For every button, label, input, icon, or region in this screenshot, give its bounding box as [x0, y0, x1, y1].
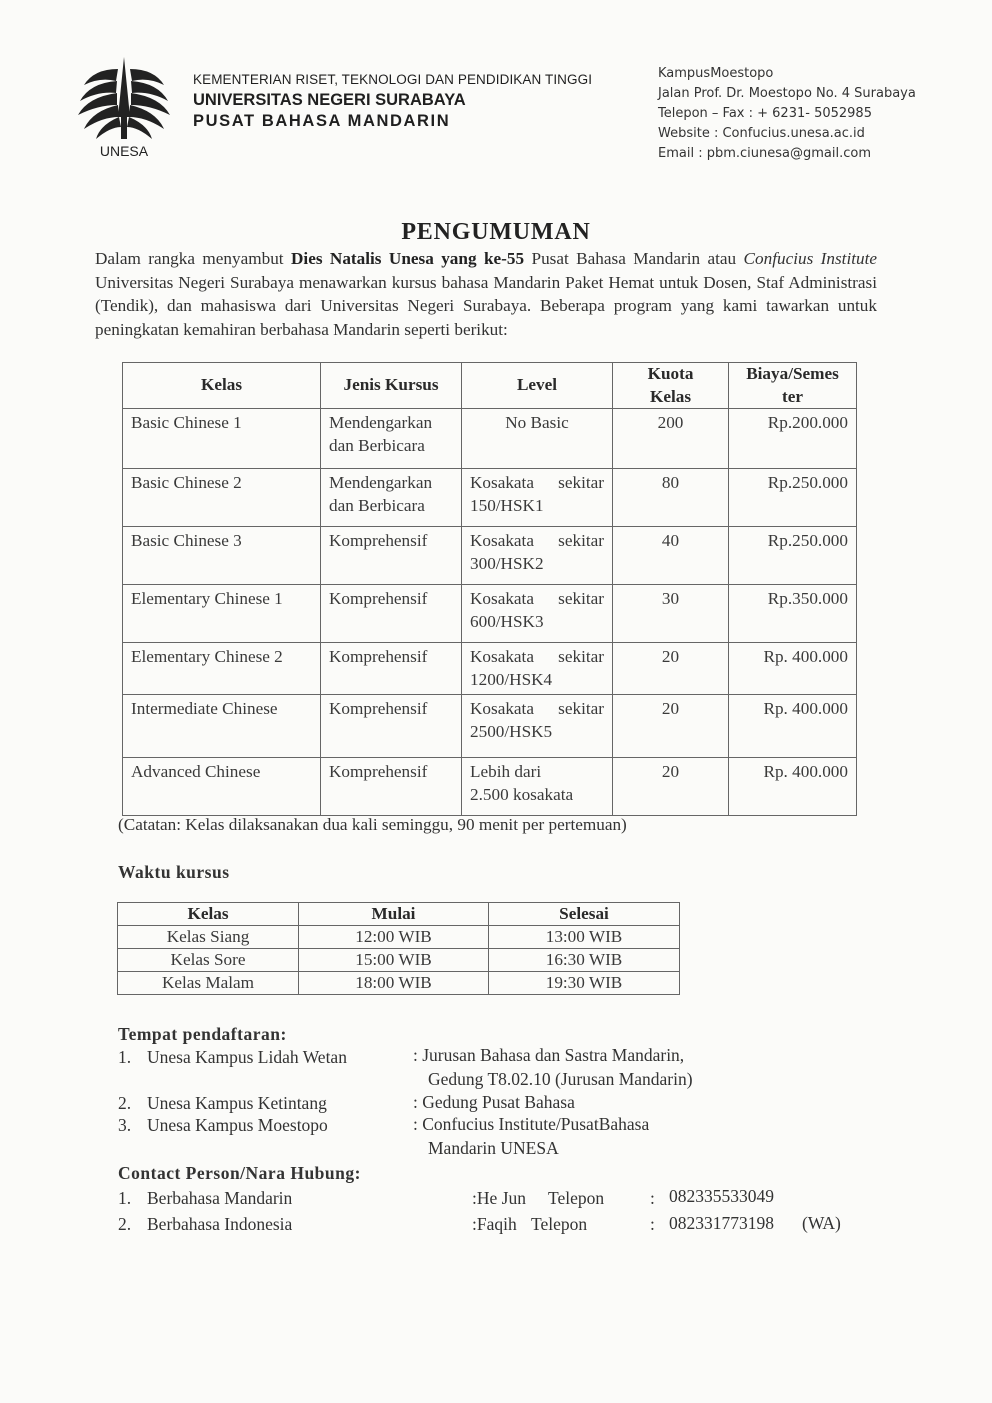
address-website: Website : Confucius.unesa.ac.id — [658, 126, 865, 141]
registration-place: : Gedung Pusat Bahasa — [413, 1092, 575, 1112]
institution-university: UNIVERSITAS NEGERI SURABAYA — [193, 91, 466, 109]
jenis-line: Mendengarkan — [329, 413, 433, 432]
intro-italic: Confucius Institute — [743, 249, 878, 268]
level-line: 600/HSK3 — [470, 611, 544, 631]
col-header-kelas: Kelas — [118, 903, 299, 926]
cell-level — [462, 527, 613, 585]
cell-level — [462, 643, 613, 695]
registration-campus: Unesa Kampus Lidah Wetan — [147, 1047, 347, 1067]
contact-phone-label: Telepon — [531, 1214, 588, 1234]
level-line: Kosakata sekitar — [470, 647, 604, 666]
institution-ministry: KEMENTERIAN RISET, TEKNOLOGI DAN PENDIDIKAN TINGGI — [193, 72, 593, 87]
cell-kelas: Kelas Malam — [118, 972, 299, 995]
cell-kelas: Kelas Sore — [118, 949, 299, 972]
contact-number: 1. — [118, 1188, 132, 1208]
institution-center: PUSAT BAHASA MANDARIN — [193, 112, 451, 130]
contact-phone: 082335533049 — [669, 1186, 774, 1206]
intro-bold: Dies Natalis Unesa yang ke-55 — [291, 249, 525, 268]
col-header-jenis: Jenis Kursus — [321, 363, 462, 409]
cell-jenis: Komprehensif — [321, 527, 462, 585]
level-line: Kosakata sekitar — [470, 473, 604, 492]
cell-kelas: Elementary Chinese 2 — [123, 643, 321, 695]
cell-biaya: Rp. 400.000 — [729, 643, 857, 695]
cell-kuota: 20 — [613, 643, 729, 695]
contact-separator: : — [650, 1214, 655, 1234]
cell-jenis: Komprehensif — [321, 758, 462, 816]
level-line: 2500/HSK5 — [470, 721, 553, 741]
cell-level — [462, 469, 613, 527]
intro-paragraph — [95, 247, 877, 341]
table-row — [123, 527, 857, 585]
cell-kuota: 200 — [613, 409, 729, 469]
contact-separator: : — [650, 1188, 655, 1208]
schedule-header — [118, 903, 680, 926]
cell-kelas: Intermediate Chinese — [123, 695, 321, 758]
cell-mulai: 18:00 WIB — [299, 972, 489, 995]
level-line: 1200/HSK4 — [470, 669, 553, 689]
cell-kuota: 80 — [613, 469, 729, 527]
cell-kelas: Kelas Siang — [118, 926, 299, 949]
unesa-logo-icon — [74, 55, 174, 165]
jenis-line: dan Berbicara — [329, 435, 425, 455]
col-header-biaya — [729, 363, 857, 409]
jenis-line: Mendengarkan — [329, 473, 433, 492]
registration-place: Gedung T8.02.10 (Jurusan Mandarin) — [428, 1069, 693, 1089]
intro-text-3: Universitas Negeri Surabaya menawarkan kursus bahasa Mandarin Paket Hemat untuk Dosen, Staf Administrasi (Tendik), dan mahasiswa dari Universitas Negeri Surabaya. Beberapa program yang kami tawarkan untuk peningkatan kemahiran berbahasa Mandarin seperti berikut: — [95, 272, 877, 339]
col-header-mulai: Mulai — [299, 903, 489, 926]
table-row — [123, 758, 857, 816]
cell-kelas: Basic Chinese 3 — [123, 527, 321, 585]
table-row — [118, 926, 680, 949]
table-note: (Catatan: Kelas dilaksanakan dua kali seminggu, 90 menit per pertemuan) — [118, 815, 627, 834]
cell-kuota: 20 — [613, 758, 729, 816]
address-phone: Telepon – Fax : + 6231- 5052985 — [658, 106, 872, 121]
cell-biaya: Rp. 400.000 — [729, 695, 857, 758]
cell-level — [462, 758, 613, 816]
cell-level — [462, 585, 613, 643]
cell-selesai: 16:30 WIB — [489, 949, 680, 972]
level-line: Kosakata sekitar — [470, 531, 604, 550]
address-street: Jalan Prof. Dr. Moestopo No. 4 Surabaya — [658, 86, 916, 101]
contact-person: :Faqih — [472, 1214, 517, 1234]
address-campus: KampusMoestopo — [658, 66, 774, 81]
registration-number: 3. — [118, 1115, 132, 1135]
registration-place: Mandarin UNESA — [428, 1138, 559, 1158]
level-line: 2.500 kosakata — [470, 784, 574, 804]
cell-selesai: 19:30 WIB — [489, 972, 680, 995]
course-table-header — [123, 363, 857, 409]
table-row — [123, 585, 857, 643]
jenis-line: dan Berbicara — [329, 495, 425, 515]
course-table — [122, 362, 857, 816]
logo-label: UNESA — [99, 143, 149, 159]
cell-kelas: Elementary Chinese 1 — [123, 585, 321, 643]
kuota-line-1: Kuota — [647, 364, 694, 383]
table-row — [123, 469, 857, 527]
contact-language: Berbahasa Indonesia — [147, 1214, 293, 1234]
contact-phone: 082331773198 — [669, 1213, 774, 1233]
cell-kelas: Advanced Chinese — [123, 758, 321, 816]
cell-kelas: Basic Chinese 1 — [123, 409, 321, 469]
cell-mulai: 15:00 WIB — [299, 949, 489, 972]
cell-selesai: 13:00 WIB — [489, 926, 680, 949]
contact-heading: Contact Person/Nara Hubung: — [118, 1163, 361, 1183]
table-row — [118, 949, 680, 972]
level-line: Lebih dari — [470, 762, 542, 781]
level-line: 300/HSK2 — [470, 553, 544, 573]
level-line: 150/HSK1 — [470, 495, 544, 515]
schedule-heading: Waktu kursus — [118, 862, 230, 882]
level-line: Kosakata sekitar — [470, 699, 604, 718]
cell-biaya: Rp.250.000 — [729, 469, 857, 527]
col-header-kuota — [613, 363, 729, 409]
cell-kuota: 20 — [613, 695, 729, 758]
contact-phone-note: (WA) — [802, 1213, 841, 1233]
cell-jenis — [321, 409, 462, 469]
cell-jenis: Komprehensif — [321, 695, 462, 758]
contact-language: Berbahasa Mandarin — [147, 1188, 293, 1208]
contact-number: 2. — [118, 1214, 132, 1234]
level-line: Kosakata sekitar — [470, 589, 604, 608]
cell-jenis: Komprehensif — [321, 585, 462, 643]
page-title: PENGUMUMAN — [401, 219, 591, 245]
registration-campus: Unesa Kampus Moestopo — [147, 1115, 328, 1135]
registration-number: 1. — [118, 1047, 132, 1067]
cell-biaya: Rp.350.000 — [729, 585, 857, 643]
cell-jenis: Komprehensif — [321, 643, 462, 695]
cell-kuota: 30 — [613, 585, 729, 643]
cell-kelas: Basic Chinese 2 — [123, 469, 321, 527]
col-header-kelas: Kelas — [123, 363, 321, 409]
registration-place: : Confucius Institute/PusatBahasa — [413, 1114, 650, 1134]
table-row — [123, 695, 857, 758]
intro-text-1: Dalam rangka menyambut — [95, 249, 291, 268]
registration-place: : Jurusan Bahasa dan Sastra Mandarin, — [413, 1045, 685, 1065]
registration-campus: Unesa Kampus Ketintang — [147, 1093, 327, 1113]
intro-text-2: Pusat Bahasa Mandarin atau — [524, 249, 744, 268]
cell-level: No Basic — [462, 409, 613, 469]
cell-biaya: Rp.200.000 — [729, 409, 857, 469]
cell-biaya: Rp. 400.000 — [729, 758, 857, 816]
cell-mulai: 12:00 WIB — [299, 926, 489, 949]
table-row — [123, 409, 857, 469]
registration-number: 2. — [118, 1093, 132, 1113]
registration-heading: Tempat pendaftaran: — [118, 1024, 287, 1044]
kuota-line-2: Kelas — [649, 386, 692, 406]
contact-phone-label: Telepon — [548, 1188, 605, 1208]
table-row — [123, 643, 857, 695]
biaya-line-1: Biaya/Semes — [746, 364, 839, 383]
schedule-table — [117, 902, 680, 995]
cell-biaya: Rp.250.000 — [729, 527, 857, 585]
cell-jenis — [321, 469, 462, 527]
col-header-selesai: Selesai — [489, 903, 680, 926]
contact-person: :He Jun — [472, 1188, 526, 1208]
table-row — [118, 972, 680, 995]
col-header-level: Level — [462, 363, 613, 409]
unesa-logo — [74, 55, 174, 165]
biaya-line-2: ter — [782, 386, 803, 406]
cell-kuota: 40 — [613, 527, 729, 585]
address-email: Email : pbm.ciunesa@gmail.com — [658, 146, 871, 161]
cell-level — [462, 695, 613, 758]
